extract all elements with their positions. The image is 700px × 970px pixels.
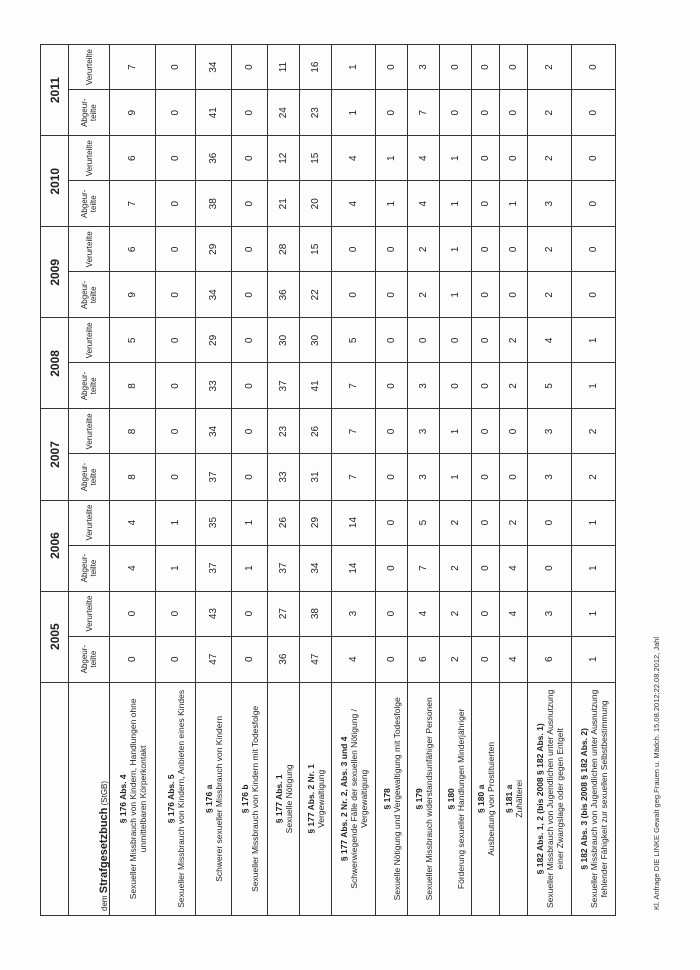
- convicted-count: 0: [156, 136, 196, 181]
- convicted-count: 4: [110, 500, 156, 545]
- convicted-count: 0: [156, 227, 196, 272]
- convicted-count: 0: [572, 136, 616, 181]
- accused-column-header: Abgeur-teilte: [69, 545, 110, 591]
- convicted-count: 2: [500, 500, 528, 545]
- convicted-count: 0: [472, 591, 500, 636]
- convicted-count: 30: [300, 318, 332, 363]
- convicted-count: 1: [440, 409, 472, 454]
- statute-description: Sexuelle Nötigung und Vergewaltigung mit Todesfolge: [391, 697, 402, 901]
- convicted-count: 0: [408, 318, 440, 363]
- accused-count: 1: [332, 90, 376, 136]
- statute-cell: [110, 682, 156, 915]
- convicted-count: 0: [472, 409, 500, 454]
- convicted-count: 3: [408, 409, 440, 454]
- convicted-count: 0: [500, 409, 528, 454]
- convicted-count: 0: [472, 318, 500, 363]
- statute-cell: [440, 682, 472, 915]
- convicted-count: 23: [268, 409, 300, 454]
- convicted-count: 12: [268, 136, 300, 181]
- accused-count: 0: [528, 545, 572, 591]
- statute-cell: [408, 682, 440, 915]
- accused-count: 0: [440, 90, 472, 136]
- accused-count: 0: [500, 90, 528, 136]
- accused-count: 24: [268, 90, 300, 136]
- statute-cell: [500, 682, 528, 915]
- convicted-count: 0: [472, 45, 500, 90]
- accused-count: 34: [196, 272, 232, 318]
- accused-count: 37: [196, 545, 232, 591]
- accused-count: 8: [110, 454, 156, 500]
- accused-count: 0: [232, 181, 268, 227]
- convicted-count: 5: [408, 500, 440, 545]
- accused-count: 33: [268, 454, 300, 500]
- accused-count: 21: [268, 181, 300, 227]
- statute-code: § 177 Abs. 2 Nr. 1: [305, 764, 316, 834]
- accused-count: 0: [110, 636, 156, 682]
- accused-count: 0: [572, 181, 616, 227]
- statute-code: § 182 Abs. 1, 2 (bis 2008 § 182 Abs. 1): [534, 723, 545, 875]
- convicted-count: 29: [196, 318, 232, 363]
- accused-count: 5: [528, 363, 572, 409]
- convicted-count: 30: [268, 318, 300, 363]
- convicted-count: 16: [300, 45, 332, 90]
- accused-count: 31: [300, 454, 332, 500]
- convicted-count: 2: [528, 45, 572, 90]
- accused-count: 0: [156, 454, 196, 500]
- convicted-count: 34: [196, 409, 232, 454]
- accused-count: 0: [156, 363, 196, 409]
- convicted-count: 0: [232, 318, 268, 363]
- accused-count: 1: [572, 636, 616, 682]
- accused-count: 33: [196, 363, 232, 409]
- accused-count: 4: [408, 181, 440, 227]
- convicted-count: 29: [196, 227, 232, 272]
- statute-description: Zuhälterei: [513, 779, 524, 818]
- year-header: 2010: [41, 136, 69, 227]
- convicted-column-header: Verurteilte: [69, 227, 110, 272]
- accused-count: 0: [232, 363, 268, 409]
- accused-count: 2: [528, 90, 572, 136]
- accused-count: 7: [408, 90, 440, 136]
- convicted-count: 0: [472, 500, 500, 545]
- convicted-count: 0: [500, 136, 528, 181]
- accused-count: 0: [376, 363, 408, 409]
- table-row: [500, 45, 528, 916]
- accused-count: 0: [472, 181, 500, 227]
- convicted-count: 14: [332, 500, 376, 545]
- table-row: [268, 45, 300, 916]
- accused-count: 38: [196, 181, 232, 227]
- statute-cell: [196, 682, 232, 915]
- convicted-count: 0: [232, 227, 268, 272]
- accused-count: 7: [408, 545, 440, 591]
- convicted-count: 43: [196, 591, 232, 636]
- accused-count: 3: [528, 454, 572, 500]
- convicted-count: 0: [572, 45, 616, 90]
- convicted-count: 3: [528, 591, 572, 636]
- convicted-count: 1: [572, 591, 616, 636]
- accused-count: 36: [268, 272, 300, 318]
- convicted-count: 1: [440, 136, 472, 181]
- table-row: [196, 45, 232, 916]
- statute-description: Sexueller Missbrauch widerstandsunfähiger Personen: [423, 697, 434, 901]
- accused-count: 0: [376, 90, 408, 136]
- convicted-count: 5: [110, 318, 156, 363]
- table-row: [440, 45, 472, 916]
- accused-count: 37: [268, 545, 300, 591]
- convicted-count: 7: [110, 45, 156, 90]
- convicted-count: 34: [196, 45, 232, 90]
- convicted-count: 8: [110, 409, 156, 454]
- accused-count: 2: [500, 363, 528, 409]
- convicted-count: 1: [332, 45, 376, 90]
- convicted-column-header: Verurteilte: [69, 318, 110, 363]
- accused-count: 47: [196, 636, 232, 682]
- accused-count: 0: [232, 272, 268, 318]
- year-header: 2009: [41, 227, 69, 318]
- convicted-count: 27: [268, 591, 300, 636]
- statute-code: § 182 Abs. 3 (bis 2008 § 182 Abs. 2): [578, 728, 589, 870]
- table-row: [232, 45, 268, 916]
- accused-count: 0: [472, 454, 500, 500]
- convicted-column-header: Verurteilte: [69, 500, 110, 545]
- statute-code: § 177 Abs. 1: [273, 774, 284, 824]
- header-bold: Strafgesetzbuch: [98, 807, 110, 894]
- accused-count: 1: [440, 454, 472, 500]
- accused-count: 1: [440, 272, 472, 318]
- statute-description: Sexueller Missbrauch von Kindern, Anbieten eines Kindes: [175, 689, 186, 908]
- accused-column-header: Abgeur-teilte: [69, 272, 110, 318]
- convicted-count: 0: [376, 227, 408, 272]
- accused-count: 41: [300, 363, 332, 409]
- accused-count: 4: [500, 545, 528, 591]
- convicted-count: 0: [440, 45, 472, 90]
- accused-count: 0: [332, 272, 376, 318]
- convicted-count: 0: [232, 409, 268, 454]
- convicted-count: 4: [528, 318, 572, 363]
- accused-count: 0: [232, 454, 268, 500]
- accused-count: 0: [500, 454, 528, 500]
- table-row: [408, 45, 440, 916]
- accused-column-header: Abgeur-teilte: [69, 181, 110, 227]
- convicted-count: 0: [376, 500, 408, 545]
- convicted-count: 2: [528, 136, 572, 181]
- accused-count: 4: [332, 636, 376, 682]
- accused-count: 0: [472, 636, 500, 682]
- accused-count: 7: [110, 181, 156, 227]
- convicted-count: 36: [196, 136, 232, 181]
- table-row: [156, 45, 196, 916]
- accused-count: 3: [408, 454, 440, 500]
- accused-count: 1: [572, 545, 616, 591]
- accused-column-header: Abgeur-teilte: [69, 363, 110, 409]
- statute-cell: [156, 682, 196, 915]
- convicted-count: 0: [376, 591, 408, 636]
- table-row: [472, 45, 500, 916]
- statute-cell: [376, 682, 408, 915]
- convicted-count: 2: [408, 227, 440, 272]
- convicted-count: 11: [268, 45, 300, 90]
- header-prefix: dem: [100, 895, 109, 911]
- accused-count: 6: [528, 636, 572, 682]
- convicted-count: 35: [196, 500, 232, 545]
- accused-count: 4: [500, 636, 528, 682]
- year-header: 2011: [41, 45, 69, 136]
- accused-count: 0: [500, 272, 528, 318]
- convicted-column-header: Verurteilte: [69, 409, 110, 454]
- statute-description: Sexuelle Nötigung: [283, 764, 294, 834]
- convicted-count: 0: [472, 136, 500, 181]
- convicted-count: 7: [332, 409, 376, 454]
- statute-code: § 176 a: [203, 784, 214, 814]
- year-header: 2007: [41, 409, 69, 500]
- year-header: 2005: [41, 591, 69, 682]
- statute-code: § 176 Abs. 4: [117, 774, 128, 824]
- source-footnote: Kl. Anfrage DIE LINKE Gewalt geg.Frauen u. Mädch. 15.08.2012;22.08.2012, Jahl: [652, 636, 661, 910]
- accused-count: 41: [196, 90, 232, 136]
- statute-description: Förderung sexueller Handlungen Minderjähriger: [455, 708, 466, 890]
- convicted-count: 0: [156, 318, 196, 363]
- convicted-count: 0: [572, 227, 616, 272]
- convicted-count: 0: [232, 591, 268, 636]
- convicted-count: 1: [156, 500, 196, 545]
- convicted-column-header: Verurteilte: [69, 136, 110, 181]
- statute-cell: [472, 682, 500, 915]
- accused-count: 0: [572, 272, 616, 318]
- convicted-count: 3: [528, 409, 572, 454]
- convicted-count: 0: [110, 591, 156, 636]
- accused-count: 0: [376, 636, 408, 682]
- statute-cell: [232, 682, 268, 915]
- accused-count: 14: [332, 545, 376, 591]
- convicted-count: 4: [408, 136, 440, 181]
- statute-cell: [572, 682, 616, 915]
- statute-code: § 178: [381, 788, 392, 810]
- convicted-count: 28: [268, 227, 300, 272]
- accused-count: 1: [376, 181, 408, 227]
- convicted-count: 26: [268, 500, 300, 545]
- accused-column-header: Abgeur-teilte: [69, 636, 110, 682]
- convicted-count: 0: [500, 45, 528, 90]
- header-suffix: (StGB): [100, 780, 109, 806]
- convicted-count: 2: [528, 227, 572, 272]
- convicted-count: 3: [332, 591, 376, 636]
- year-header: 2006: [41, 500, 69, 591]
- statute-code: § 176 b: [239, 784, 250, 814]
- table-row: [300, 45, 332, 916]
- accused-count: 37: [268, 363, 300, 409]
- accused-count: 0: [156, 90, 196, 136]
- accused-count: 1: [232, 545, 268, 591]
- statute-description: Vergewaltigung: [315, 769, 326, 828]
- accused-count: 37: [196, 454, 232, 500]
- statute-cell: [268, 682, 300, 915]
- statute-cell: [528, 682, 572, 915]
- statute-description: Ausbeutung von Prostituierten: [485, 741, 496, 856]
- accused-count: 3: [408, 363, 440, 409]
- table-row: [332, 45, 376, 916]
- statute-code: § 180: [445, 788, 456, 810]
- convicted-count: 15: [300, 227, 332, 272]
- year-header: 2008: [41, 318, 69, 409]
- accused-count: 4: [332, 181, 376, 227]
- accused-count: 0: [232, 90, 268, 136]
- convicted-count: 2: [440, 591, 472, 636]
- accused-count: 0: [472, 90, 500, 136]
- accused-count: 1: [572, 363, 616, 409]
- statistics-table: [40, 44, 616, 916]
- convicted-count: 6: [110, 136, 156, 181]
- accused-count: 34: [300, 545, 332, 591]
- accused-count: 0: [472, 272, 500, 318]
- accused-count: 0: [156, 272, 196, 318]
- convicted-count: 4: [332, 136, 376, 181]
- statute-column-header: [69, 682, 110, 915]
- accused-count: 9: [110, 272, 156, 318]
- statute-description: Sexueller Missbrauch von Kindern, Handlungen ohne unmittelbaren Körperkontakt: [127, 698, 148, 900]
- accused-count: 9: [110, 90, 156, 136]
- statute-header-blank: [41, 682, 69, 915]
- convicted-column-header: Verurteilte: [69, 45, 110, 90]
- statute-cell: [332, 682, 376, 915]
- convicted-count: 0: [528, 500, 572, 545]
- convicted-count: 1: [376, 136, 408, 181]
- accused-count: 0: [156, 181, 196, 227]
- statute-code: § 181 a: [503, 784, 514, 814]
- convicted-count: 0: [332, 227, 376, 272]
- accused-count: 3: [528, 181, 572, 227]
- accused-count: 4: [110, 545, 156, 591]
- accused-count: 2: [440, 545, 472, 591]
- table-row: [376, 45, 408, 916]
- convicted-count: 4: [408, 591, 440, 636]
- table-row: [528, 45, 572, 916]
- convicted-count: 0: [376, 318, 408, 363]
- convicted-count: 0: [156, 409, 196, 454]
- statute-code: § 176 Abs. 5: [165, 774, 176, 824]
- statute-code: § 179: [413, 788, 424, 810]
- accused-count: 7: [332, 363, 376, 409]
- accused-count: 0: [472, 363, 500, 409]
- convicted-count: 1: [440, 227, 472, 272]
- accused-count: 0: [376, 272, 408, 318]
- statute-cell: [300, 682, 332, 915]
- convicted-count: 0: [156, 591, 196, 636]
- convicted-count: 2: [440, 500, 472, 545]
- convicted-count: 2: [500, 318, 528, 363]
- convicted-count: 4: [500, 591, 528, 636]
- accused-count: 1: [500, 181, 528, 227]
- statute-code: § 180 a: [475, 784, 486, 814]
- convicted-count: 5: [332, 318, 376, 363]
- convicted-count: 38: [300, 591, 332, 636]
- accused-count: 2: [408, 272, 440, 318]
- accused-count: 0: [376, 454, 408, 500]
- accused-count: 0: [472, 545, 500, 591]
- convicted-count: 1: [572, 500, 616, 545]
- accused-count: 0: [376, 545, 408, 591]
- convicted-count: 0: [376, 45, 408, 90]
- accused-count: 22: [300, 272, 332, 318]
- accused-column-header: Abgeur-teilte: [69, 454, 110, 500]
- accused-count: 0: [232, 636, 268, 682]
- convicted-column-header: Verurteilte: [69, 591, 110, 636]
- accused-count: 23: [300, 90, 332, 136]
- convicted-count: 0: [500, 227, 528, 272]
- convicted-count: 0: [232, 45, 268, 90]
- table-row: [110, 45, 156, 916]
- accused-count: 2: [572, 454, 616, 500]
- statute-description: Schwerwiegende Fälle der sexuellen Nötigung / Vergewaltigung: [348, 709, 369, 889]
- table-row: [572, 45, 616, 916]
- accused-column-header: Abgeur-teilte: [69, 90, 110, 136]
- accused-count: 0: [572, 90, 616, 136]
- accused-count: 7: [332, 454, 376, 500]
- convicted-count: 0: [376, 409, 408, 454]
- convicted-count: 15: [300, 136, 332, 181]
- accused-count: 2: [528, 272, 572, 318]
- accused-count: 1: [156, 545, 196, 591]
- convicted-count: 2: [572, 409, 616, 454]
- convicted-count: 29: [300, 500, 332, 545]
- accused-count: 0: [440, 363, 472, 409]
- convicted-count: 26: [300, 409, 332, 454]
- accused-count: 0: [156, 636, 196, 682]
- statute-description: Schwerer sexueller Missbrauch von Kindern: [213, 715, 224, 882]
- convicted-count: 0: [232, 136, 268, 181]
- accused-count: 6: [408, 636, 440, 682]
- statute-code: § 177 Abs. 2 Nr. 2, Abs. 3 und 4: [338, 736, 349, 862]
- convicted-count: 0: [440, 318, 472, 363]
- accused-count: 36: [268, 636, 300, 682]
- accused-count: 1: [440, 181, 472, 227]
- accused-count: 20: [300, 181, 332, 227]
- accused-count: 8: [110, 363, 156, 409]
- statute-description: Sexueller Missbrauch von Kindern mit Todesfolge: [249, 705, 260, 892]
- convicted-count: 1: [572, 318, 616, 363]
- convicted-count: 6: [110, 227, 156, 272]
- convicted-count: 0: [472, 227, 500, 272]
- statute-description: Sexueller Missbrauch von Jugendlichen unter Ausnutzung einer Zwangslage oder gegen Entgelt: [544, 689, 565, 908]
- convicted-count: 1: [232, 500, 268, 545]
- convicted-count: 3: [408, 45, 440, 90]
- statute-description: Sexueller Missbrauch von Jugendlichen unter Ausnutzung fehlender Fähigkeit zur sexuellen Selbstbestimmung: [588, 689, 609, 908]
- convicted-count: 0: [156, 45, 196, 90]
- accused-count: 2: [440, 636, 472, 682]
- accused-count: 47: [300, 636, 332, 682]
